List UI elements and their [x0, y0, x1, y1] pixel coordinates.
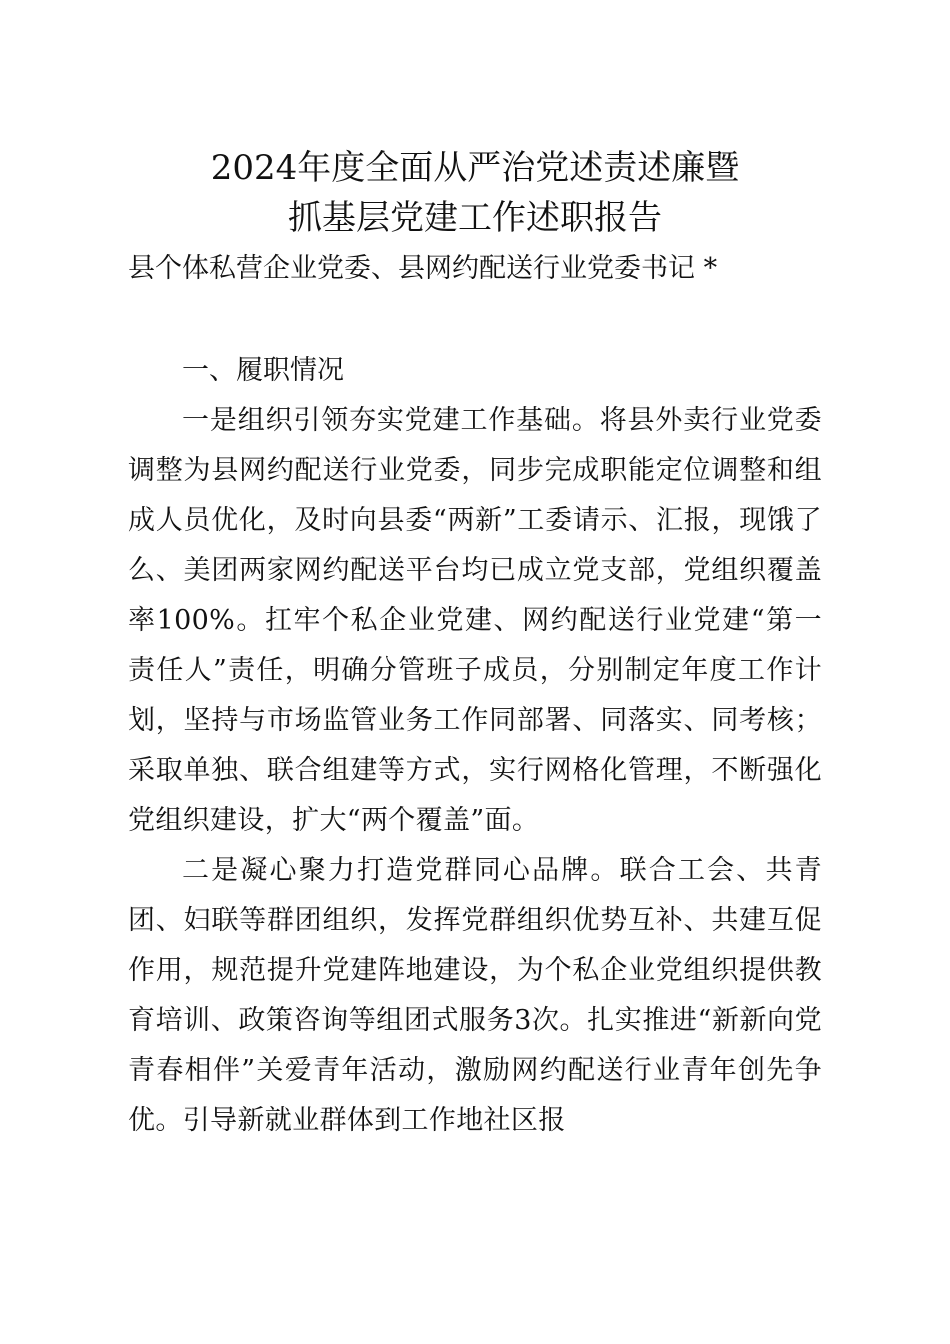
section-heading: 一、履职情况: [182, 355, 344, 386]
document-title-line-1: 2024年度全面从严治党述责述廉暨: [210, 148, 740, 188]
document-title-line-2: 抓基层党建工作述职报告: [288, 198, 662, 238]
paragraph-1: 一是组织引领夯实党建工作基础。将县外卖行业党委调整为县网约配送行业党委，同步完成职能定位调整和组成人员优化，及时向县委“两新”工委请示、汇报，现饿了么、美团两家网约配送平台均已成立党支部，党组织覆盖率100%。扛牢个私企业党建、网约配送行业党建“第一责任人”责任，明确分管班子成员，分别制定年度工作计划，坚持与市场监管业务工作同部署、同落实、同考核；采取单独、联合组建等方式，实行网格化管理，不断强化党组织建设，扩大“两个覆盖”面。: [128, 405, 822, 836]
document-body: [128, 346, 822, 1146]
author-line: 县个体私营企业党委、县网约配送行业党委书记 *: [128, 253, 718, 284]
paragraph-2: 二是凝心聚力打造党群同心品牌。联合工会、共青团、妇联等群团组织，发挥党群组织优势互补、共建互促作用，规范提升党建阵地建设，为个私企业党组织提供教育培训、政策咨询等组团式服务3次。扎实推进“新新向党 青春相伴”关爱青年活动，激励网约配送行业青年创先争优。引导新就业群体到工作地社区报: [128, 855, 822, 1136]
